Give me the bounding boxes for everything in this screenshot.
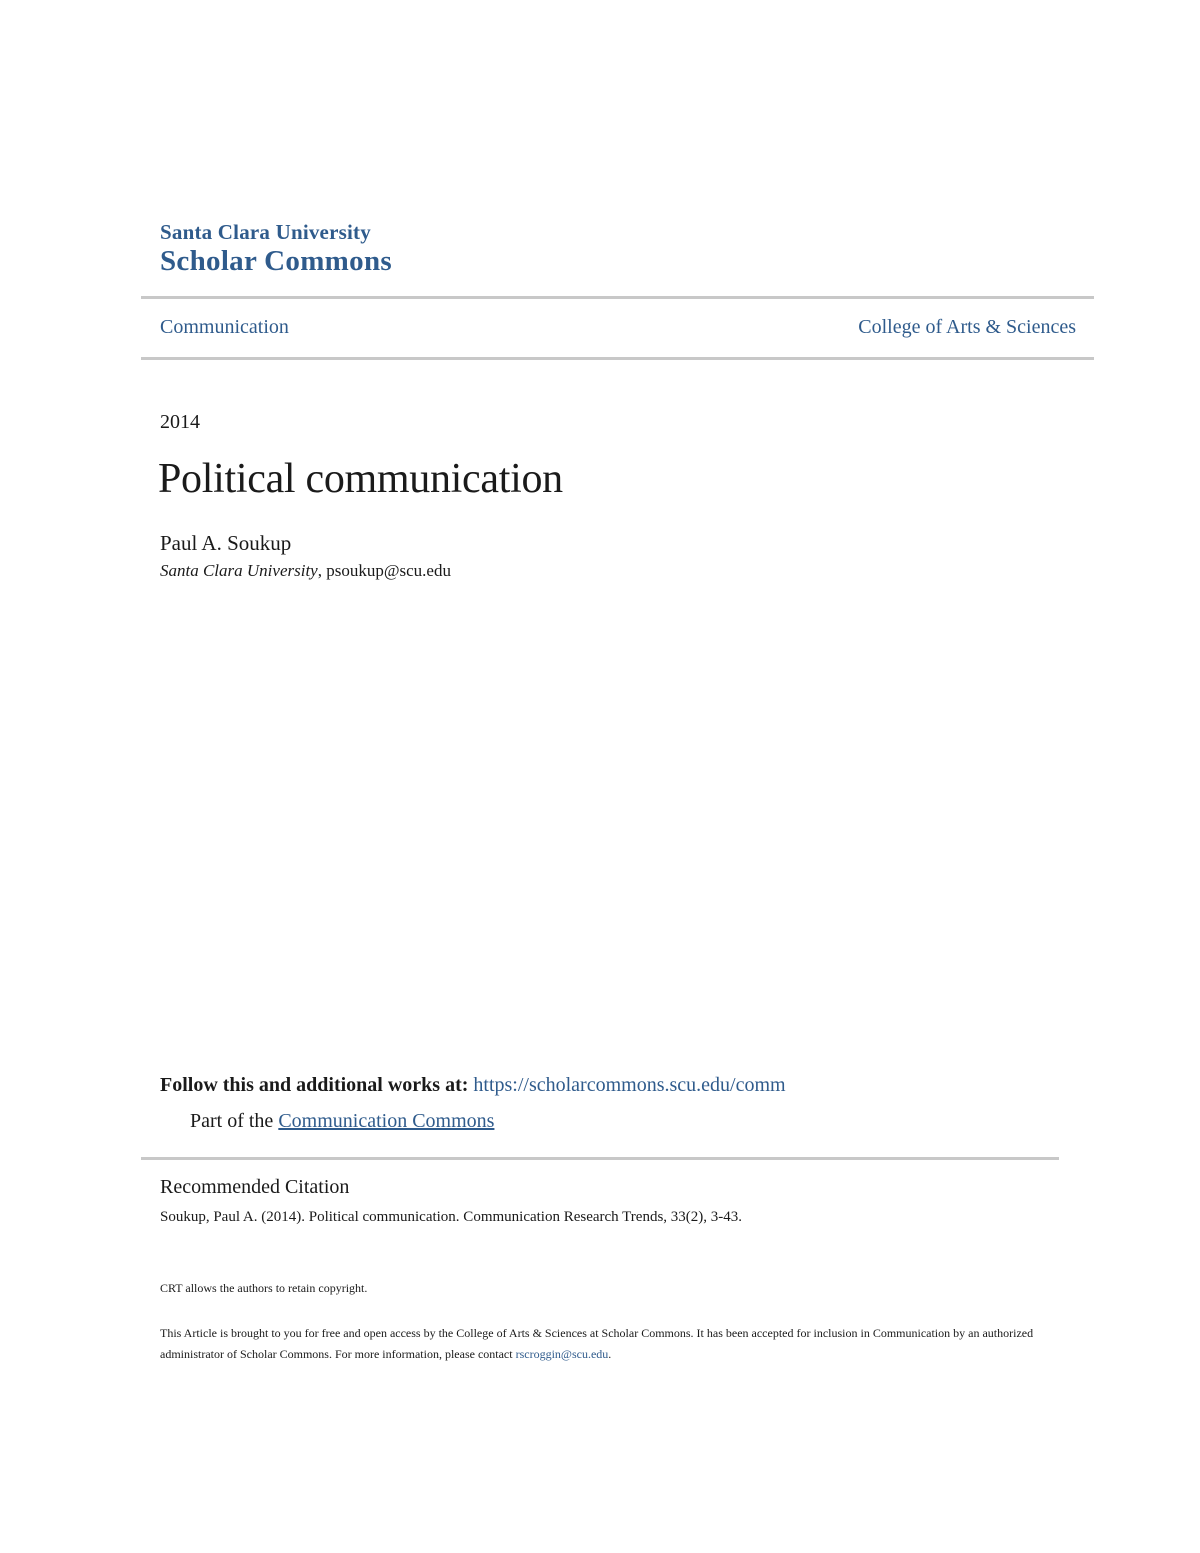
author-name: Paul A. Soukup [160,531,292,555]
access-note-suffix: . [608,1347,612,1361]
access-note-text: This Article is brought to you for free and open access by the College of Arts & Sciences at Scholar Commons. It has been accepted for inclusion in Communication by an authorized administrator of Scholar Commons. For more information, please contact [160,1326,1034,1361]
author-email: psoukup@scu.edu [326,561,451,580]
follow-line [160,1074,786,1097]
copyright-note: CRT allows the authors to retain copyright. [160,1281,368,1295]
part-of-prefix: Part of the [190,1110,279,1132]
contact-email-link[interactable]: rscroggin@scu.edu [515,1347,609,1361]
collection-url-link[interactable]: https://scholarcommons.scu.edu/comm [473,1074,786,1096]
part-of-line [190,1110,494,1133]
repository-name: Scholar Commons [160,245,392,277]
breadcrumb-communication-link[interactable]: Communication [160,316,289,338]
author-affiliation [160,561,451,581]
header-divider [141,357,1094,360]
citation-text: Soukup, Paul A. (2014). Political communication. Communication Research Trends, 33(2), 3-43. [160,1209,743,1225]
affiliation-separator: , [317,561,327,580]
citation-heading: Recommended Citation [160,1176,350,1198]
breadcrumb-college-link[interactable]: College of Arts & Sciences [858,316,1076,338]
affiliation-institution: Santa Clara University [160,561,318,580]
university-name: Santa Clara University [160,220,371,244]
follow-prefix: Follow this and additional works at: [160,1074,474,1096]
article-title: Political communication [158,456,563,502]
access-note [160,1323,1040,1365]
communication-commons-link[interactable]: Communication Commons [278,1110,495,1132]
publication-year: 2014 [160,411,200,433]
top-divider [141,296,1094,299]
citation-divider [141,1157,1059,1160]
